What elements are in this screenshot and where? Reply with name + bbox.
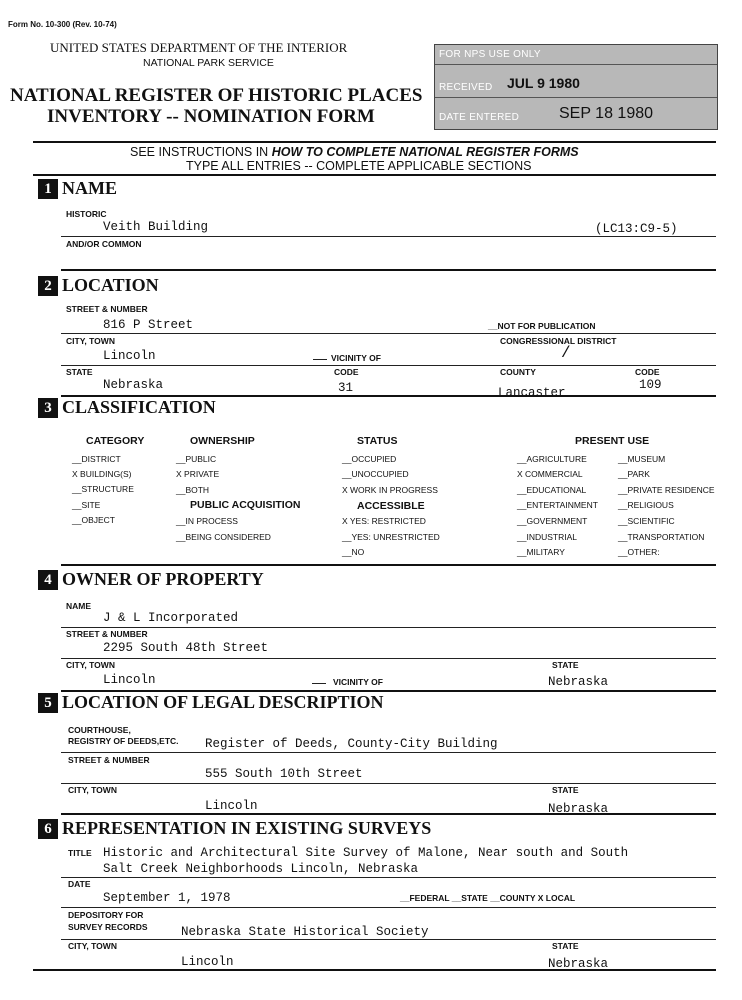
county-value: Lancaster [498, 386, 566, 395]
form-title-line2: INVENTORY -- NOMINATION FORM [47, 106, 375, 127]
section-number: 6 [38, 819, 58, 839]
state-value: Nebraska [103, 378, 164, 392]
section-number: 2 [38, 276, 58, 296]
ownership-heading: OWNERSHIP [190, 435, 255, 447]
legal-city-label: CITY, TOWN [68, 785, 117, 795]
use-entertainment: __ENTERTAINMENT [517, 500, 598, 510]
owner-name-value: J & L Incorporated [103, 611, 239, 625]
use-agriculture: __AGRICULTURE [517, 454, 587, 464]
category-buildings: X BUILDING(S) [72, 469, 132, 479]
survey-city-label: CITY, TOWN [68, 941, 117, 951]
form-number: Form No. 10-300 (Rev. 10-74) [8, 20, 117, 29]
section-3-heading [38, 397, 216, 418]
status-work-in-progress: X WORK IN PROGRESS [342, 485, 438, 495]
courthouse-label-line1: COURTHOUSE, [68, 725, 131, 735]
access-yes-unrestricted: __YES: UNRESTRICTED [342, 532, 440, 542]
courthouse-label-line2: REGISTRY OF DEEDS,ETC. [68, 736, 179, 746]
access-no: __NO [342, 547, 365, 557]
category-structure: __STRUCTURE [72, 484, 134, 494]
depository-label-line2: SURVEY RECORDS [68, 922, 148, 932]
section-title: REPRESENTATION IN EXISTING SURVEYS [62, 818, 432, 838]
present-use-heading: PRESENT USE [575, 435, 650, 447]
instructions-line2: TYPE ALL ENTRIES -- COMPLETE APPLICABLE SECTIONS [186, 159, 532, 173]
section-title: NAME [62, 178, 117, 198]
instructions-line1 [130, 145, 579, 159]
section-6-heading [38, 818, 431, 839]
acquisition-in-process: __IN PROCESS [176, 516, 238, 526]
service-name: NATIONAL PARK SERVICE [143, 57, 274, 69]
status-unoccupied: __UNOCCUPIED [342, 469, 409, 479]
survey-levels: __FEDERAL __STATE __COUNTY X LOCAL [400, 893, 576, 903]
owner-name-label: NAME [66, 601, 92, 611]
use-transportation: __TRANSPORTATION [618, 532, 705, 542]
owner-vicinity-label: VICINITY OF [333, 677, 383, 687]
status-occupied: __OCCUPIED [342, 454, 397, 464]
use-religious: __RELIGIOUS [618, 500, 674, 510]
owner-city-value: Lincoln [103, 673, 156, 687]
owner-state-value: Nebraska [548, 675, 609, 689]
section-title: CLASSIFICATION [62, 397, 216, 417]
common-name-label: AND/OR COMMON [66, 239, 142, 249]
legal-state-value: Nebraska [548, 802, 609, 813]
ownership-public: __PUBLIC [176, 454, 217, 464]
owner-street-value: 2295 South 48th Street [103, 641, 269, 655]
street-label: STREET & NUMBER [66, 304, 148, 314]
instructions-prefix: SEE INSTRUCTIONS IN [130, 145, 272, 159]
vicinity-label: VICINITY OF [331, 353, 381, 363]
survey-city-value: Lincoln [181, 955, 234, 969]
section-number: 5 [38, 693, 58, 713]
code-label: CODE [334, 367, 359, 377]
legal-street-value: 555 South 10th Street [205, 767, 363, 781]
survey-title-label: TITLE [68, 848, 92, 858]
legal-street-label: STREET & NUMBER [68, 755, 150, 765]
use-scientific: __SCIENTIFIC [618, 516, 675, 526]
ownership-private: X PRIVATE [176, 469, 220, 479]
use-private-residence: __PRIVATE RESIDENCE [618, 485, 715, 495]
use-military: __MILITARY [517, 547, 565, 557]
survey-date-value: September 1, 1978 [103, 891, 231, 905]
category-heading: CATEGORY [86, 435, 145, 447]
use-museum: __MUSEUM [618, 454, 666, 464]
section-title: OWNER OF PROPERTY [62, 569, 264, 589]
section-number: 1 [38, 179, 58, 199]
survey-state-value: Nebraska [548, 957, 609, 968]
entered-stamp: SEP 18 1980 [559, 105, 654, 122]
county-code-value: 109 [639, 378, 662, 392]
use-educational: __EDUCATIONAL [517, 485, 587, 495]
state-label: STATE [66, 367, 93, 377]
historic-name-value: Veith Building [103, 220, 209, 234]
use-other: __OTHER: [618, 547, 660, 557]
county-label: COUNTY [500, 367, 536, 377]
state-code-value: 31 [338, 381, 354, 395]
courthouse-value: Register of Deeds, County-City Building [205, 737, 498, 751]
section-4-heading [38, 569, 264, 590]
department-name: UNITED STATES DEPARTMENT OF THE INTERIOR [50, 40, 348, 55]
category-object: __OBJECT [72, 515, 115, 525]
vicinity-blank [312, 683, 326, 684]
vicinity-blank [313, 359, 327, 360]
entered-label: DATE ENTERED [439, 112, 520, 123]
ownership-both: __BOTH [176, 485, 210, 495]
section-number: 3 [38, 398, 58, 418]
district-value: / [561, 344, 571, 362]
use-industrial: __INDUSTRIAL [517, 532, 577, 542]
acquisition-being-considered: __BEING CONSIDERED [176, 532, 271, 542]
section-2-heading [38, 275, 159, 296]
section-title: LOCATION OF LEGAL DESCRIPTION [62, 692, 384, 712]
section-5-heading [38, 692, 384, 713]
depository-value: Nebraska State Historical Society [181, 925, 429, 939]
survey-title-value-line1: Historic and Architectural Site Survey of Malone, Near south and South [103, 846, 629, 860]
survey-date-label: DATE [68, 879, 91, 889]
owner-city-label: CITY, TOWN [66, 660, 115, 670]
use-government: __GOVERNMENT [517, 516, 588, 526]
section-1-heading [38, 178, 117, 199]
status-heading: STATUS [357, 435, 398, 447]
street-value: 816 P Street [103, 318, 194, 332]
owner-street-label: STREET & NUMBER [66, 629, 148, 639]
category-site: __SITE [72, 500, 101, 510]
instructions-guide-title: HOW TO COMPLETE NATIONAL REGISTER FORMS [271, 145, 579, 159]
county-code-label: CODE [635, 367, 660, 377]
city-label: CITY, TOWN [66, 336, 115, 346]
reference-code: (LC13:C9-5) [595, 222, 678, 236]
owner-state-label: STATE [552, 660, 579, 670]
use-commercial: X COMMERCIAL [517, 469, 583, 479]
historic-label: HISTORIC [66, 209, 107, 219]
nps-use-box [434, 44, 718, 130]
use-park: __PARK [618, 469, 650, 479]
survey-state-label: STATE [552, 941, 579, 951]
city-value: Lincoln [103, 349, 156, 363]
nps-heading: FOR NPS USE ONLY [439, 49, 541, 60]
received-stamp: JUL 9 1980 [507, 75, 580, 91]
category-district: __DISTRICT [72, 454, 121, 464]
not-for-publication: __NOT FOR PUBLICATION [488, 321, 596, 331]
survey-title-value-line2: Salt Creek Neighborhoods Lincoln, Nebraska [103, 862, 419, 876]
legal-city-value: Lincoln [205, 799, 258, 813]
legal-state-label: STATE [552, 785, 579, 795]
accessible-heading: ACCESSIBLE [357, 500, 425, 512]
depository-label-line1: DEPOSITORY FOR [68, 910, 144, 920]
form-title-line1: NATIONAL REGISTER OF HISTORIC PLACES [10, 85, 423, 106]
section-number: 4 [38, 570, 58, 590]
district-label: CONGRESSIONAL DISTRICT [500, 336, 617, 346]
public-acquisition-heading: PUBLIC ACQUISITION [190, 499, 301, 511]
received-label: RECEIVED [439, 82, 493, 93]
access-yes-restricted: X YES: RESTRICTED [342, 516, 426, 526]
section-title: LOCATION [62, 275, 159, 295]
